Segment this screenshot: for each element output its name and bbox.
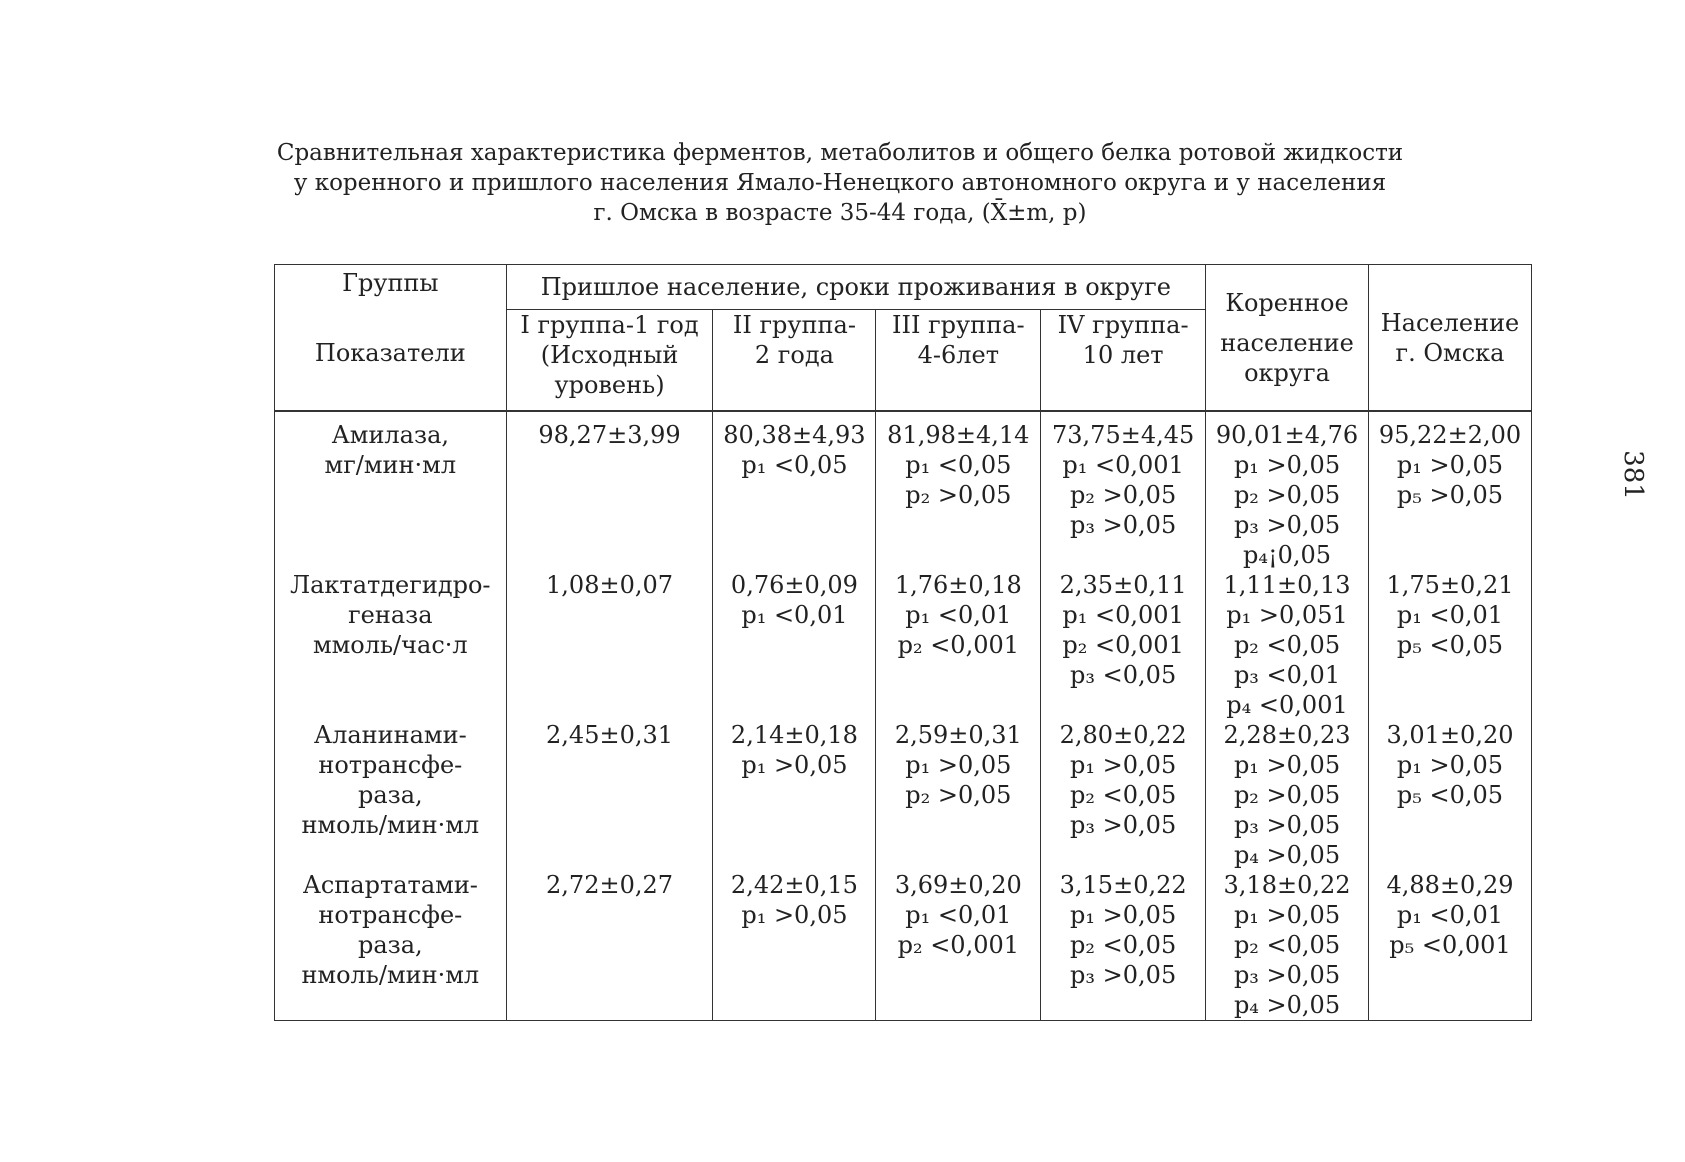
p-value: p₅ <0,05 [1396,631,1504,659]
mean-value: 0,76±0,09 [730,571,858,599]
indicator-line: Аспартатами- [302,871,478,899]
value-cell [876,870,1041,1021]
mean-value: 1,76±0,18 [894,571,1022,599]
mean-value: 4,88±0,29 [1386,871,1514,899]
header-subgroup-line: II группа- [732,311,856,339]
p-value: p₁ <0,001 [1062,451,1184,479]
table-body [275,411,1532,1021]
p-value: p₂ <0,05 [1070,931,1177,959]
p-value: p₂ <0,05 [1233,931,1341,959]
p-value: p₄¡0,05 [1242,541,1332,569]
indicator-line: геназа [348,601,433,629]
value-cell [1369,411,1532,570]
value-cell [506,570,713,720]
value-cell [1041,411,1206,570]
p-value: p₂ >0,05 [1233,781,1341,809]
p-value: p₁ >0,051 [1226,601,1348,629]
p-value: p₁ <0,01 [905,901,1012,929]
p-value: p₃ >0,05 [1233,961,1341,989]
indicator-cell [275,720,507,870]
p-value: p₃ >0,05 [1070,811,1177,839]
value-cell [1041,870,1206,1021]
value-cell [1206,570,1369,720]
value-cell [713,720,876,870]
table-row [275,870,1532,1021]
table-row [275,720,1532,870]
mean-value: 80,38±4,93 [723,421,866,449]
mean-value: 2,72±0,27 [546,871,674,899]
table-row [275,411,1532,570]
page-number: 381 [1617,450,1648,500]
header-subgroup-3 [876,310,1041,412]
p-value: p₄ >0,05 [1233,841,1341,869]
header-omsk-population [1369,265,1532,412]
value-cell [713,411,876,570]
value-cell [1206,720,1369,870]
mean-value: 81,98±4,14 [887,421,1030,449]
p-value: p₂ >0,05 [905,481,1012,509]
p-value: p₁ >0,05 [741,901,848,929]
indicator-line: нотрансфе- [318,901,463,929]
p-value: p₃ >0,05 [1070,511,1177,539]
value-cell [506,870,713,1021]
p-value: p₃ <0,05 [1070,661,1177,689]
indicator-line: Аланинами- [313,721,467,749]
indicator-line: нотрансфе- [318,751,463,779]
p-value: p₄ >0,05 [1233,991,1341,1019]
mean-value: 3,18±0,22 [1223,871,1351,899]
indicator-line: Лактатдегидро- [290,571,491,599]
mean-value: 2,80±0,22 [1059,721,1187,749]
mean-value: 90,01±4,76 [1215,421,1359,449]
value-cell [506,720,713,870]
p-value: p₁ <0,01 [1396,601,1504,629]
mean-value: 3,69±0,20 [894,871,1022,899]
value-cell [1041,570,1206,720]
table-caption [250,138,1430,228]
header-native-line: Коренное [1225,288,1349,317]
p-value: p₁ >0,05 [1233,751,1341,779]
value-cell [876,570,1041,720]
header-subgroup-line: IV группа- [1057,311,1189,339]
mean-value: 2,14±0,18 [730,721,858,749]
value-cell [713,570,876,720]
mean-value: 2,59±0,31 [894,721,1022,749]
p-value: p₂ <0,05 [1233,631,1341,659]
p-value: p₃ >0,05 [1233,511,1341,539]
value-cell [1369,870,1532,1021]
p-value: p₂ >0,05 [905,781,1012,809]
indicator-line: нмоль/мин·мл [301,961,480,989]
header-subgroup-1 [506,310,713,412]
indicator-cell [275,411,507,570]
header-native-population [1206,265,1369,412]
p-value: p₂ <0,001 [897,631,1020,659]
p-value: p₂ >0,05 [1233,481,1341,509]
caption-line-2: у коренного и пришлого населения Ямало-Ненецкого автономного округа и у населения [293,170,1387,196]
p-value: p₁ >0,05 [1070,901,1177,929]
p-value: p₃ >0,05 [1233,811,1341,839]
caption-line-1: Сравнительная характеристика ферментов, метаболитов и общего белка ротовой жидкости [276,140,1404,166]
value-cell [1041,720,1206,870]
header-omsk-line: г. Омска [1395,338,1505,367]
mean-value: 3,01±0,20 [1386,721,1514,749]
indicator-cell [275,570,507,720]
p-value: p₁ <0,01 [741,601,848,629]
p-value: p₃ >0,05 [1070,961,1177,989]
header-subgroup-line: 2 года [754,341,834,369]
value-cell [506,411,713,570]
p-value: p₄ <0,001 [1226,691,1348,719]
header-subgroup-line: 4-6лет [917,341,999,369]
table-row [275,570,1532,720]
p-value: p₅ <0,05 [1396,781,1504,809]
header-subgroup-line: (Исходный [540,341,679,369]
header-omsk-line: Население [1380,308,1520,337]
p-value: p₁ <0,01 [1396,901,1504,929]
indicator-line: мг/мин·мл [324,451,457,479]
value-cell [1369,720,1532,870]
p-value: p₂ <0,001 [1062,631,1184,659]
p-value: p₁ >0,05 [1396,451,1504,479]
mean-value: 3,15±0,22 [1059,871,1187,899]
indicator-cell [275,870,507,1021]
indicator-line: ммоль/час·л [312,631,468,659]
mean-value: 73,75±4,45 [1052,421,1195,449]
mean-value: 2,28±0,23 [1223,721,1351,749]
value-cell [876,411,1041,570]
value-cell [1206,870,1369,1021]
p-value: p₂ <0,001 [897,931,1020,959]
p-value: p₁ >0,05 [741,751,848,779]
mean-value: 2,45±0,31 [546,721,674,749]
value-cell [1369,570,1532,720]
comparison-table [274,264,1532,1021]
p-value: p₂ >0,05 [1070,481,1177,509]
p-value: p₁ >0,05 [1396,751,1504,779]
header-subgroup-line: I группа-1 год [520,311,699,339]
header-native-line: население [1220,328,1354,357]
value-cell [876,720,1041,870]
mean-value: 95,22±2,00 [1378,421,1522,449]
p-value: p₁ >0,05 [1233,451,1341,479]
mean-value: 1,75±0,21 [1386,571,1514,599]
p-value: p₅ <0,001 [1389,931,1511,959]
header-subgroup-line: 10 лет [1082,341,1164,369]
mean-value: 98,27±3,99 [538,421,681,449]
mean-value: 2,35±0,11 [1059,571,1187,599]
p-value: p₁ >0,05 [905,751,1012,779]
p-value: p₁ <0,001 [1062,601,1184,629]
p-value: p₅ >0,05 [1396,481,1504,509]
value-cell [1206,411,1369,570]
indicator-line: раза, [357,781,423,809]
header-indicators: Показатели [314,338,466,367]
p-value: p₁ >0,05 [1233,901,1341,929]
value-cell [713,870,876,1021]
p-value: p₁ <0,05 [905,451,1012,479]
header-subgroup-2 [713,310,876,412]
indicator-line: раза, [357,931,423,959]
header-migrant-population: Пришлое население, сроки проживания в округе [506,265,1205,310]
mean-value: 2,42±0,15 [730,871,858,899]
p-value: p₃ <0,01 [1233,661,1341,689]
p-value: p₁ >0,05 [1070,751,1177,779]
indicator-line: Амилаза, [331,421,450,449]
p-value: p₁ <0,01 [905,601,1012,629]
p-value: p₂ <0,05 [1070,781,1177,809]
header-subgroup-4 [1041,310,1206,412]
header-groups: Группы [342,268,439,297]
mean-value: 1,11±0,13 [1223,571,1351,599]
mean-value: 1,08±0,07 [546,571,674,599]
header-native-line: округа [1244,358,1330,387]
caption-line-3: г. Омска в возрасте 35-44 года, (X̄±m, p) [593,200,1087,226]
header-subgroup-line: уровень) [554,371,665,399]
header-groups-indicators [275,265,507,412]
p-value: p₁ <0,05 [741,451,848,479]
indicator-line: нмоль/мин·мл [301,811,480,839]
header-subgroup-line: III группа- [892,311,1025,339]
